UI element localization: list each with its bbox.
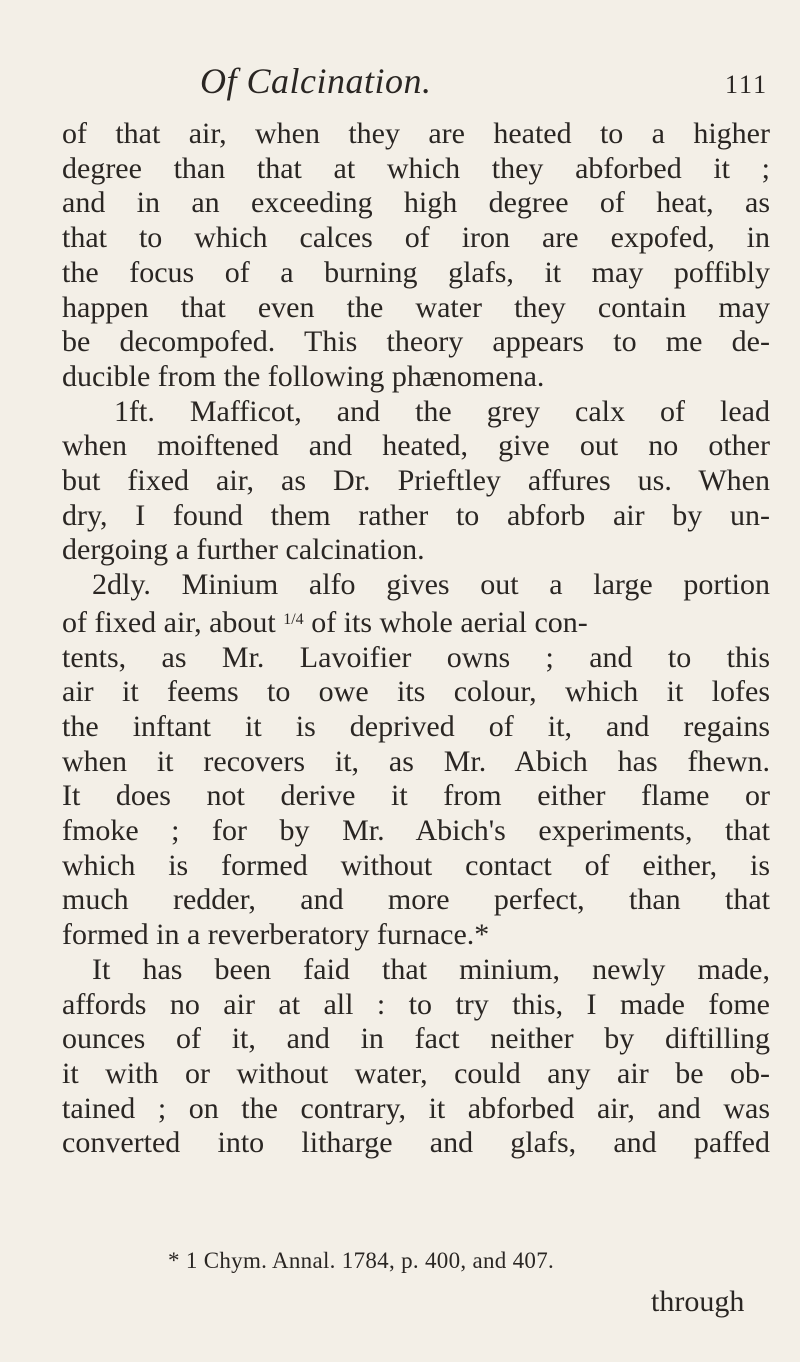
text-line: It does not derive it from either flame or xyxy=(62,779,770,813)
text-line: fmoke ; for by Mr. Abich's experiments, that xyxy=(62,814,770,848)
text-line: dergoing a further calcination. xyxy=(62,533,425,567)
text-segment: of fixed air, about xyxy=(62,605,276,639)
text-line: degree than that at which they abforbed it ; xyxy=(62,151,770,185)
text-line: it with or without water, could any air be ob- xyxy=(62,1056,770,1090)
text-line: converted into litharge and glafs, and paffed xyxy=(62,1126,770,1160)
text-line: which is formed without contact of either, is xyxy=(62,848,770,882)
text-line: the inftant it is deprived of it, and regains xyxy=(62,709,770,743)
text-line: tained ; on the contrary, it abforbed air, and was xyxy=(62,1091,770,1125)
text-line: that to which calces of iron are expofed, in xyxy=(62,221,770,255)
text-line: when moiftened and heated, give out no other xyxy=(62,429,770,463)
text-line: happen that even the water they contain may xyxy=(62,290,770,324)
text-segment: of its whole aerial con- xyxy=(311,605,588,639)
text-line: air it feems to owe its colour, which it lofes xyxy=(62,675,770,709)
text-line: much redder, and more perfect, than that xyxy=(62,883,770,917)
text-line: of that air, when they are heated to a higher xyxy=(62,117,770,150)
text-line: It has been faid that minium, newly made, xyxy=(92,952,770,986)
text-line: 1ft. Mafficot, and the grey calx of lead xyxy=(114,394,770,428)
text-line: affords no air at all : to try this, I made fome xyxy=(62,987,770,1021)
text-line: and in an exceeding high degree of heat, as xyxy=(62,186,770,220)
text-line: tents, as Mr. Lavoifier owns ; and to this xyxy=(62,640,770,674)
running-title: Of Calcination. xyxy=(200,61,432,101)
text-line: be decompofed. This theory appears to me de- xyxy=(62,325,770,359)
text-line: when it recovers it, as Mr. Abich has fhewn. xyxy=(62,744,770,778)
fraction: 1/4 xyxy=(283,610,304,628)
body-text xyxy=(62,117,770,1161)
text-line: 2dly. Minium alfo gives out a large portion xyxy=(92,568,770,602)
footnote: * 1 Chym. Annal. 1784, p. 400, and 407. xyxy=(168,1248,555,1273)
text-line: the focus of a burning glafs, it may poffibly xyxy=(62,255,770,289)
text-line: but fixed air, as Dr. Prieftley affures us. When xyxy=(62,464,770,498)
page-header xyxy=(0,60,800,110)
text-line-with-fraction xyxy=(62,603,770,641)
catchword: through xyxy=(651,1285,745,1318)
text-line: ducible from the following phænomena. xyxy=(62,359,545,393)
page-number: 111 xyxy=(725,70,769,99)
text-line: ounces of it, and in fact neither by diftilling xyxy=(62,1022,770,1056)
text-line: formed in a reverberatory furnace.* xyxy=(62,918,490,952)
text-line: dry, I found them rather to abforb air by un- xyxy=(62,498,770,532)
